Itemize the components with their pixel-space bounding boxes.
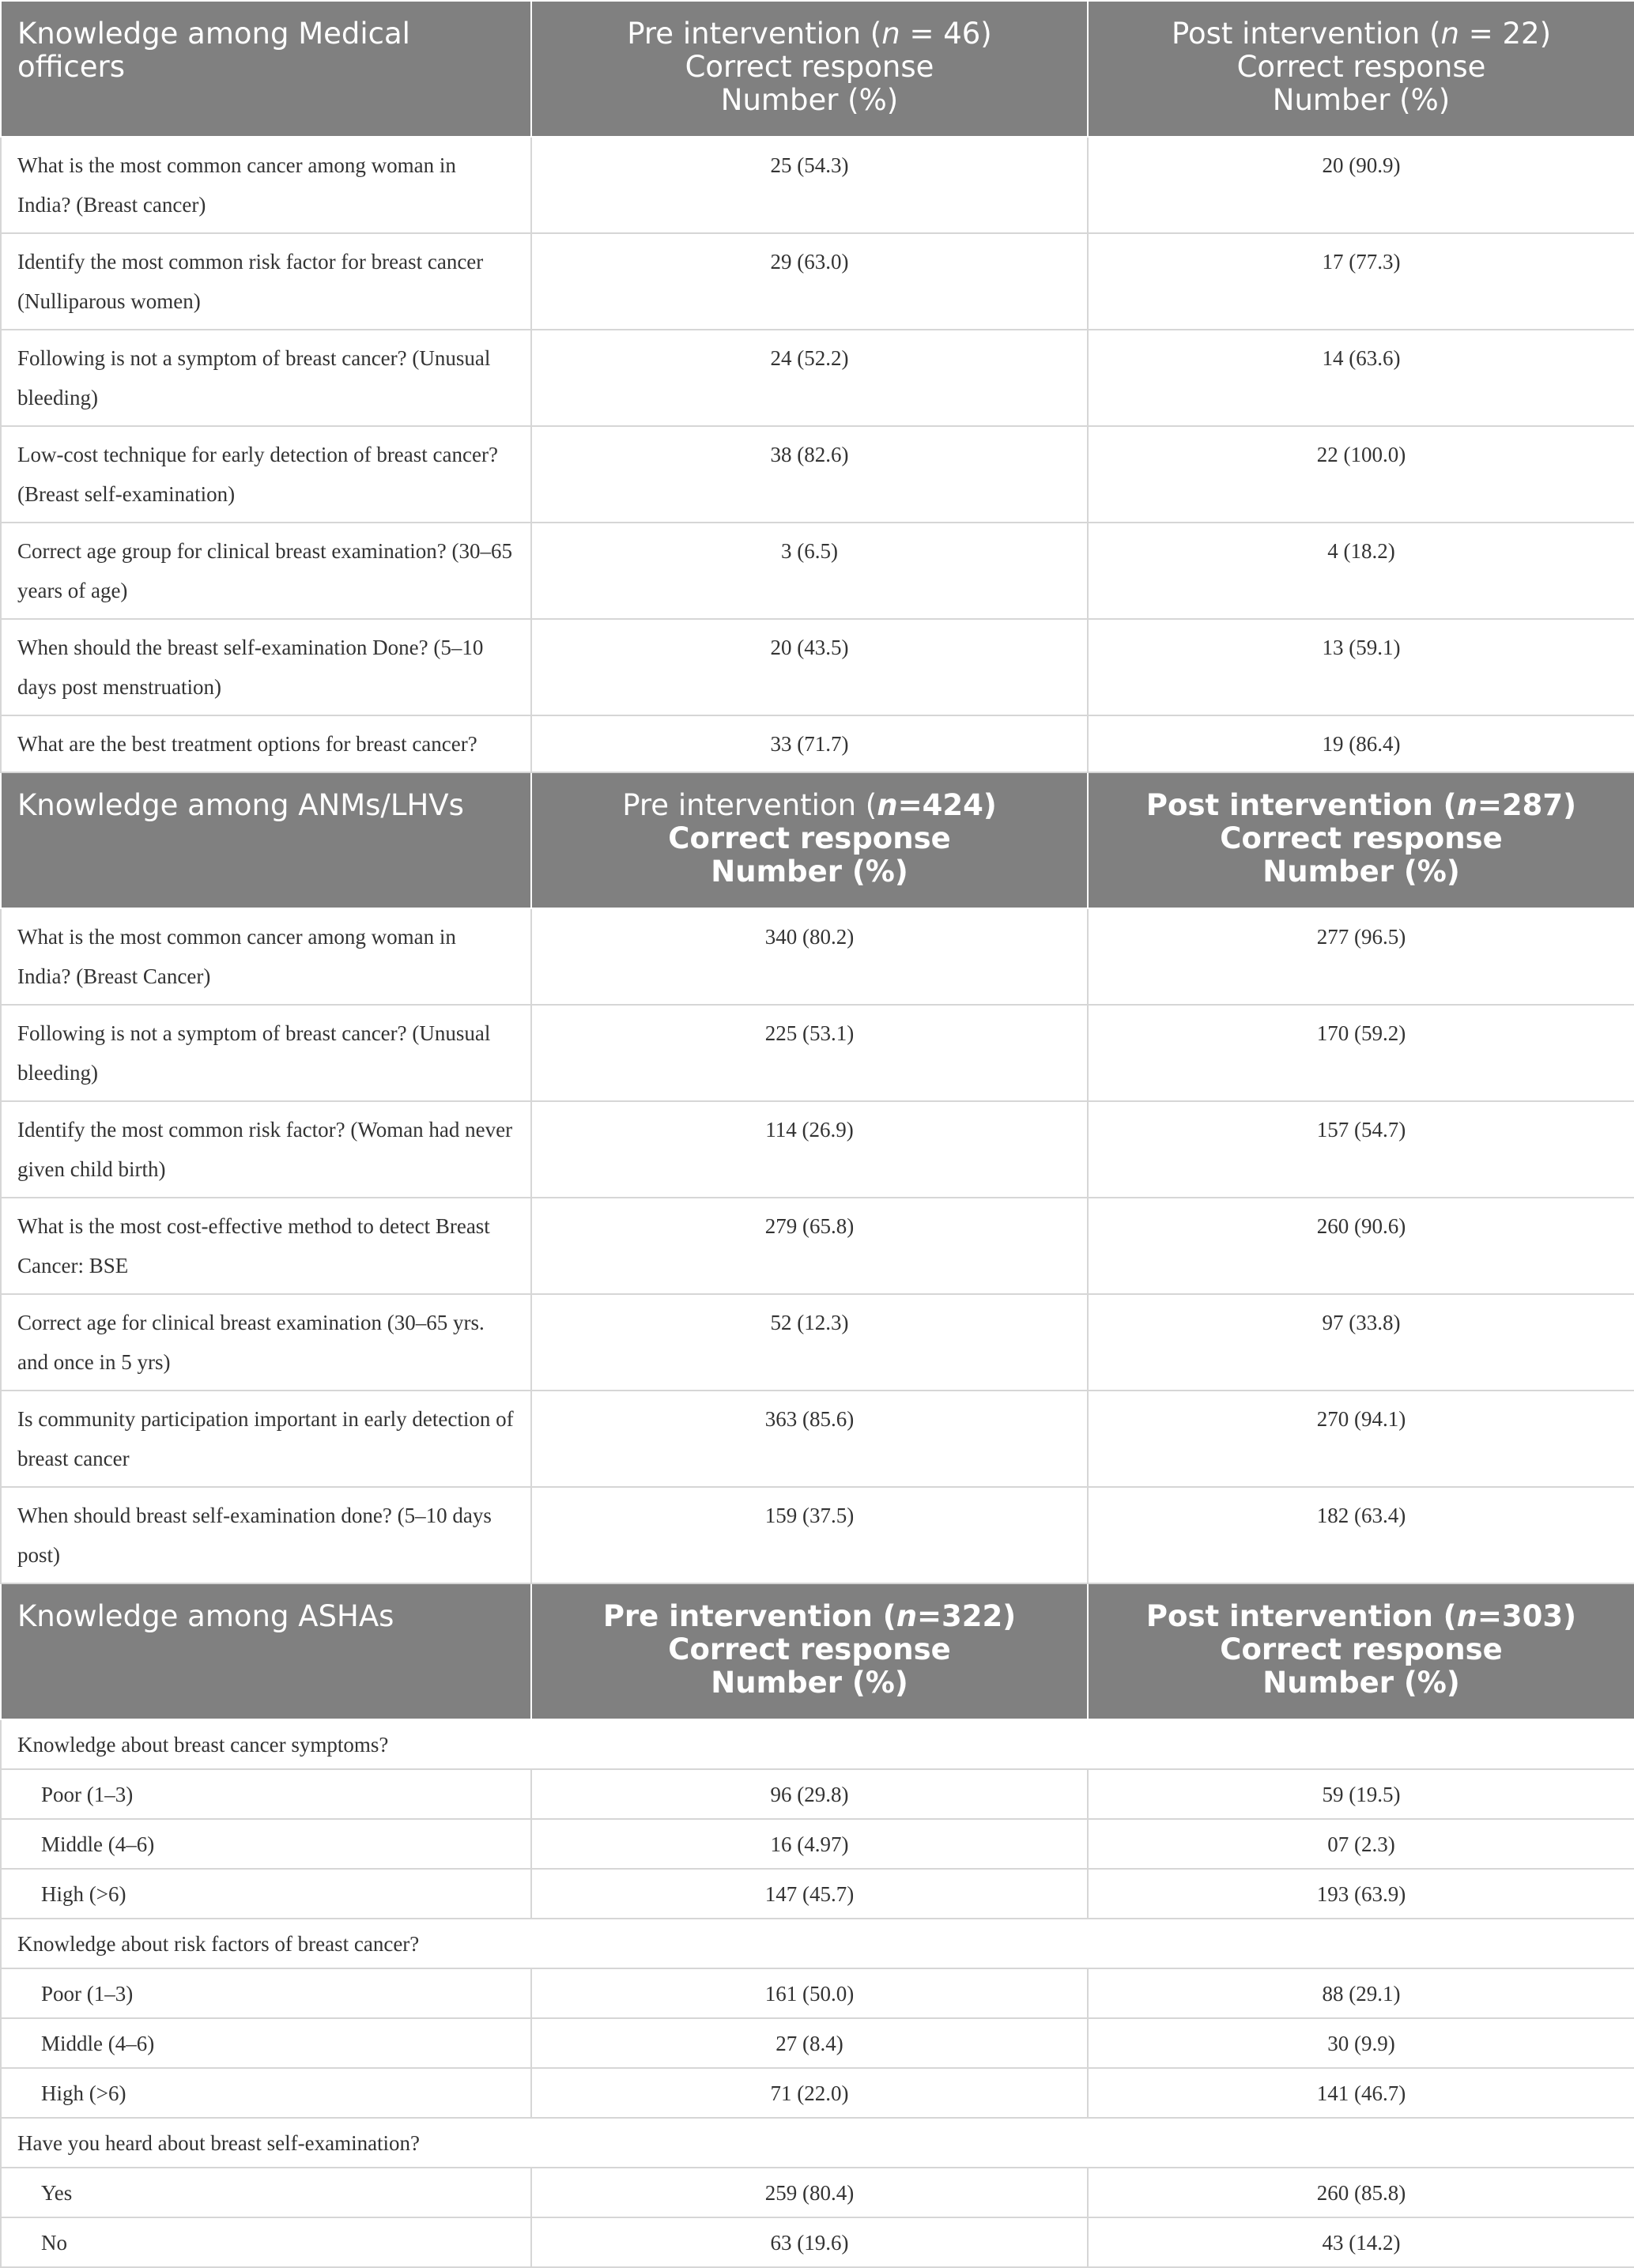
pre-value: 20 (43.5) [531, 619, 1088, 715]
post-value: 170 (59.2) [1088, 1005, 1634, 1101]
post-value: 182 (63.4) [1088, 1487, 1634, 1583]
pre-value: 33 (71.7) [531, 715, 1088, 772]
question-cell: Low-cost technique for early detection of breast cancer? (Breast self-examination) [1, 426, 531, 523]
pre-value: 24 (52.2) [531, 330, 1088, 426]
table-row [1, 1005, 1634, 1101]
table-row [1, 137, 1634, 233]
question-cell: Is community participation important in early detection of breast cancer [1, 1391, 531, 1487]
pre-value: 71 (22.0) [531, 2068, 1088, 2118]
category-label: Middle (4–6) [1, 1819, 531, 1869]
table-row [1, 233, 1634, 330]
post-value: 97 (33.8) [1088, 1294, 1634, 1391]
pre-intervention-header: Pre intervention (n = 46) Correct response Number (%) [531, 1, 1088, 137]
section-header-medical-officers [1, 1, 1634, 137]
table-row [1, 2018, 1634, 2068]
group-label: Have you heard about breast self-examination? [1, 2118, 1634, 2168]
question-cell: What is the most common cancer among woman in India? (Breast cancer) [1, 137, 531, 233]
post-value: 17 (77.3) [1088, 233, 1634, 330]
post-value: 260 (90.6) [1088, 1198, 1634, 1294]
category-label: Middle (4–6) [1, 2018, 531, 2068]
category-label: High (>6) [1, 1869, 531, 1919]
question-cell: Correct age for clinical breast examination (30–65 yrs. and once in 5 yrs) [1, 1294, 531, 1391]
post-value: 07 (2.3) [1088, 1819, 1634, 1869]
post-value: 30 (9.9) [1088, 2018, 1634, 2068]
question-cell: When should the breast self-examination Done? (5–10 days post menstruation) [1, 619, 531, 715]
table-row [1, 2168, 1634, 2217]
table-row [1, 330, 1634, 426]
post-value: 193 (63.9) [1088, 1869, 1634, 1919]
post-value: 88 (29.1) [1088, 1968, 1634, 2018]
pre-value: 114 (26.9) [531, 1101, 1088, 1198]
table-row [1, 619, 1634, 715]
post-value: 59 (19.5) [1088, 1769, 1634, 1819]
table-row [1, 1487, 1634, 1583]
section-header-anms-lhvs [1, 772, 1634, 908]
pre-value: 16 (4.97) [531, 1819, 1088, 1869]
pre-value: 29 (63.0) [531, 233, 1088, 330]
pre-value: 340 (80.2) [531, 908, 1088, 1005]
section-title: Knowledge among ASHAs [1, 1583, 531, 1719]
question-cell: When should breast self-examination done? (5–10 days post) [1, 1487, 531, 1583]
post-value: 4 (18.2) [1088, 523, 1634, 619]
table-row [1, 908, 1634, 1005]
pre-value: 52 (12.3) [531, 1294, 1088, 1391]
pre-value: 27 (8.4) [531, 2018, 1088, 2068]
question-cell: Following is not a symptom of breast cancer? (Unusual bleeding) [1, 1005, 531, 1101]
post-value: 157 (54.7) [1088, 1101, 1634, 1198]
pre-value: 96 (29.8) [531, 1769, 1088, 1819]
post-value: 19 (86.4) [1088, 715, 1634, 772]
post-value: 270 (94.1) [1088, 1391, 1634, 1487]
group-row [1, 1919, 1634, 1968]
category-label: Yes [1, 2168, 531, 2217]
category-label: High (>6) [1, 2068, 531, 2118]
table-row [1, 715, 1634, 772]
question-cell: Identify the most common risk factor? (Woman had never given child birth) [1, 1101, 531, 1198]
pre-value: 259 (80.4) [531, 2168, 1088, 2217]
post-intervention-header: Post intervention (n=287) Correct response Number (%) [1088, 772, 1634, 908]
question-cell: Correct age group for clinical breast examination? (30–65 years of age) [1, 523, 531, 619]
section-header-ashas [1, 1583, 1634, 1719]
category-label: Poor (1–3) [1, 1968, 531, 2018]
question-cell: Identify the most common risk factor for breast cancer (Nulliparous women) [1, 233, 531, 330]
table-row [1, 2217, 1634, 2267]
post-value: 260 (85.8) [1088, 2168, 1634, 2217]
post-value: 43 (14.2) [1088, 2217, 1634, 2267]
pre-value: 63 (19.6) [531, 2217, 1088, 2267]
post-intervention-header: Post intervention (n = 22) Correct response Number (%) [1088, 1, 1634, 137]
post-value: 141 (46.7) [1088, 2068, 1634, 2118]
pre-value: 147 (45.7) [531, 1869, 1088, 1919]
post-value: 20 (90.9) [1088, 137, 1634, 233]
group-label: Knowledge about risk factors of breast cancer? [1, 1919, 1634, 1968]
section-title: Knowledge among Medical officers [1, 1, 531, 137]
table-row [1, 523, 1634, 619]
post-value: 13 (59.1) [1088, 619, 1634, 715]
table-row [1, 1869, 1634, 1919]
group-row [1, 2118, 1634, 2168]
table-row [1, 1391, 1634, 1487]
pre-value: 25 (54.3) [531, 137, 1088, 233]
pre-value: 161 (50.0) [531, 1968, 1088, 2018]
table-row [1, 1198, 1634, 1294]
question-cell: What is the most common cancer among woman in India? (Breast Cancer) [1, 908, 531, 1005]
pre-value: 3 (6.5) [531, 523, 1088, 619]
category-label: No [1, 2217, 531, 2267]
table-row [1, 1769, 1634, 1819]
pre-value: 159 (37.5) [531, 1487, 1088, 1583]
pre-intervention-header: Pre intervention (n=424) Correct response Number (%) [531, 772, 1088, 908]
category-label: Poor (1–3) [1, 1769, 531, 1819]
post-value: 277 (96.5) [1088, 908, 1634, 1005]
pre-value: 38 (82.6) [531, 426, 1088, 523]
post-value: 22 (100.0) [1088, 426, 1634, 523]
post-value: 14 (63.6) [1088, 330, 1634, 426]
table-row [1, 2068, 1634, 2118]
group-label: Knowledge about breast cancer symptoms? [1, 1719, 1634, 1769]
pre-value: 279 (65.8) [531, 1198, 1088, 1294]
pre-value: 363 (85.6) [531, 1391, 1088, 1487]
question-cell: Following is not a symptom of breast cancer? (Unusual bleeding) [1, 330, 531, 426]
section-title: Knowledge among ANMs/LHVs [1, 772, 531, 908]
post-intervention-header: Post intervention (n=303) Correct response Number (%) [1088, 1583, 1634, 1719]
table-row [1, 426, 1634, 523]
pre-intervention-header: Pre intervention (n=322) Correct response Number (%) [531, 1583, 1088, 1719]
pre-value: 225 (53.1) [531, 1005, 1088, 1101]
table-row [1, 1968, 1634, 2018]
question-cell: What is the most cost-effective method to detect Breast Cancer: BSE [1, 1198, 531, 1294]
table-row [1, 1101, 1634, 1198]
table-row [1, 1294, 1634, 1391]
table-row [1, 1819, 1634, 1869]
group-row [1, 1719, 1634, 1769]
question-cell: What are the best treatment options for breast cancer? [1, 715, 531, 772]
